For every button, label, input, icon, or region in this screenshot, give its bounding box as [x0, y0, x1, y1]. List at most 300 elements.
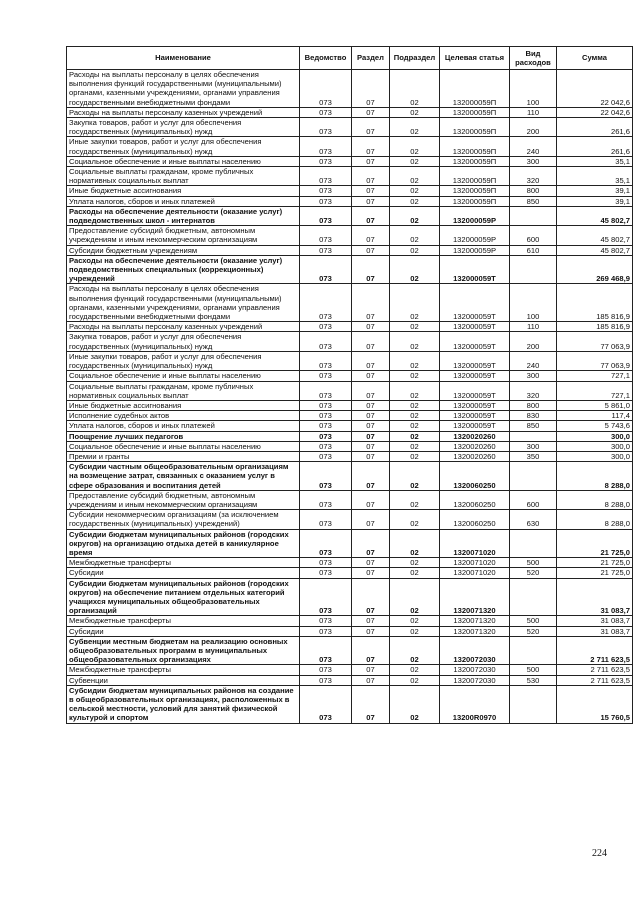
cell-section: 07	[352, 400, 390, 410]
cell-target: 132000059Т	[440, 322, 510, 332]
table-row	[67, 411, 633, 421]
cell-subsection: 02	[390, 462, 440, 491]
cell-section: 07	[352, 322, 390, 332]
cell-target: 132000059Т	[440, 421, 510, 431]
table-row	[67, 665, 633, 675]
table-row	[67, 578, 633, 616]
cell-target: 1320020260	[440, 451, 510, 461]
table-row	[67, 332, 633, 351]
cell-subsection: 02	[390, 206, 440, 225]
table-row	[67, 400, 633, 410]
cell-type: 530	[510, 675, 557, 685]
cell-name: Субсидии бюджетам муниципальных районов на создание в общеобразовательных организациях, расположенных в сельской местности, условий для занятий физической культурой и спортом	[67, 685, 300, 723]
table-row	[67, 685, 633, 723]
cell-type: 630	[510, 510, 557, 529]
cell-target: 1320060250	[440, 462, 510, 491]
cell-dept: 073	[300, 107, 352, 117]
page-number: 224	[592, 848, 607, 859]
cell-dept: 073	[300, 206, 352, 225]
cell-name: Расходы на обеспечение деятельности (оказание услуг) подведомственных специальных (коррекционных) учреждений	[67, 255, 300, 284]
cell-dept: 073	[300, 284, 352, 322]
cell-sum: 727,1	[557, 371, 633, 381]
table-body	[67, 70, 633, 724]
cell-target: 1320071320	[440, 578, 510, 616]
cell-target: 132000059Т	[440, 284, 510, 322]
cell-target: 1320071020	[440, 558, 510, 568]
cell-type: 830	[510, 411, 557, 421]
cell-type	[510, 529, 557, 558]
cell-dept: 073	[300, 510, 352, 529]
cell-section: 07	[352, 351, 390, 370]
cell-subsection: 02	[390, 371, 440, 381]
table-row	[67, 70, 633, 108]
cell-sum: 2 711 623,5	[557, 675, 633, 685]
cell-dept: 073	[300, 137, 352, 156]
table-row	[67, 616, 633, 626]
cell-type: 320	[510, 381, 557, 400]
cell-name: Уплата налогов, сборов и иных платежей	[67, 196, 300, 206]
cell-sum: 39,1	[557, 196, 633, 206]
cell-type	[510, 431, 557, 441]
cell-target: 1320060250	[440, 510, 510, 529]
cell-target: 132000059П	[440, 167, 510, 186]
cell-name: Иные закупки товаров, работ и услуг для обеспечения государственных (муниципальных) нужд	[67, 351, 300, 370]
table-row	[67, 137, 633, 156]
cell-section: 07	[352, 558, 390, 568]
cell-type: 300	[510, 371, 557, 381]
cell-sum: 35,1	[557, 167, 633, 186]
cell-name: Премии и гранты	[67, 451, 300, 461]
cell-type: 300	[510, 441, 557, 451]
cell-subsection: 02	[390, 186, 440, 196]
cell-type: 200	[510, 118, 557, 137]
cell-name: Расходы на обеспечение деятельности (оказание услуг) подведомственных школ - интернатов	[67, 206, 300, 225]
cell-name: Субсидии частным общеобразовательным организациям на возмещение затрат, связанных с оказанием услуг в сфере образования и воспитания детей	[67, 462, 300, 491]
cell-dept: 073	[300, 462, 352, 491]
cell-type: 500	[510, 558, 557, 568]
cell-name: Закупка товаров, работ и услуг для обеспечения государственных (муниципальных) нужд	[67, 332, 300, 351]
cell-section: 07	[352, 332, 390, 351]
cell-sum: 45 802,7	[557, 226, 633, 245]
cell-dept: 073	[300, 156, 352, 166]
cell-name: Субвенции местным бюджетам на реализацию основных общеобразовательных программ в муниципальных общеобразовательных организациях	[67, 636, 300, 665]
cell-sum: 31 083,7	[557, 626, 633, 636]
cell-section: 07	[352, 626, 390, 636]
cell-target: 132000059П	[440, 70, 510, 108]
cell-subsection: 02	[390, 558, 440, 568]
cell-target: 1320071020	[440, 529, 510, 558]
cell-type: 110	[510, 322, 557, 332]
cell-name: Расходы на выплаты персоналу в целях обеспечения выполнения функций государственными (муниципальными) органами, казенными учреждениями, органами управления государственными внебюджетными фондами	[67, 284, 300, 322]
cell-type: 600	[510, 490, 557, 509]
cell-section: 07	[352, 685, 390, 723]
table-header-row	[67, 47, 633, 70]
cell-sum: 45 802,7	[557, 245, 633, 255]
cell-section: 07	[352, 510, 390, 529]
cell-target: 132000059Р	[440, 206, 510, 225]
cell-name: Субвенции	[67, 675, 300, 685]
cell-sum: 2 711 623,5	[557, 665, 633, 675]
cell-type: 520	[510, 568, 557, 578]
cell-subsection: 02	[390, 636, 440, 665]
cell-sum: 5 743,6	[557, 421, 633, 431]
table-row	[67, 196, 633, 206]
cell-sum: 21 725,0	[557, 558, 633, 568]
cell-section: 07	[352, 578, 390, 616]
table-row	[67, 322, 633, 332]
cell-dept: 073	[300, 490, 352, 509]
cell-sum: 77 063,9	[557, 351, 633, 370]
cell-name: Закупка товаров, работ и услуг для обеспечения государственных (муниципальных) нужд	[67, 118, 300, 137]
cell-sum: 5 861,0	[557, 400, 633, 410]
cell-target: 132000059П	[440, 118, 510, 137]
cell-name: Межбюджетные трансферты	[67, 558, 300, 568]
cell-dept: 073	[300, 351, 352, 370]
cell-type	[510, 206, 557, 225]
cell-subsection: 02	[390, 665, 440, 675]
cell-sum: 21 725,0	[557, 529, 633, 558]
cell-section: 07	[352, 107, 390, 117]
table-row	[67, 381, 633, 400]
cell-type: 500	[510, 665, 557, 675]
cell-type: 100	[510, 284, 557, 322]
cell-sum: 21 725,0	[557, 568, 633, 578]
cell-dept: 073	[300, 167, 352, 186]
cell-target: 1320071320	[440, 626, 510, 636]
cell-sum: 39,1	[557, 186, 633, 196]
cell-subsection: 02	[390, 490, 440, 509]
cell-name: Предоставление субсидий бюджетным, автономным учреждениям и иным некоммерческим организациям	[67, 490, 300, 509]
cell-target: 1320071320	[440, 616, 510, 626]
cell-dept: 073	[300, 400, 352, 410]
cell-section: 07	[352, 186, 390, 196]
cell-section: 07	[352, 137, 390, 156]
cell-target: 132000059Т	[440, 371, 510, 381]
table-row	[67, 462, 633, 491]
cell-subsection: 02	[390, 118, 440, 137]
cell-sum: 77 063,9	[557, 332, 633, 351]
cell-dept: 073	[300, 675, 352, 685]
cell-name: Уплата налогов, сборов и иных платежей	[67, 421, 300, 431]
table-row	[67, 371, 633, 381]
table-row	[67, 284, 633, 322]
cell-subsection: 02	[390, 431, 440, 441]
cell-subsection: 02	[390, 226, 440, 245]
cell-section: 07	[352, 255, 390, 284]
cell-name: Поощрение лучших педагогов	[67, 431, 300, 441]
cell-target: 1320020260	[440, 431, 510, 441]
cell-subsection: 02	[390, 616, 440, 626]
cell-sum: 22 042,6	[557, 107, 633, 117]
cell-subsection: 02	[390, 685, 440, 723]
cell-name: Иные бюджетные ассигнования	[67, 400, 300, 410]
table-row	[67, 186, 633, 196]
cell-target: 132000059Т	[440, 400, 510, 410]
cell-section: 07	[352, 371, 390, 381]
budget-table	[66, 46, 633, 724]
cell-type	[510, 462, 557, 491]
cell-section: 07	[352, 167, 390, 186]
cell-dept: 073	[300, 255, 352, 284]
cell-sum: 35,1	[557, 156, 633, 166]
cell-target: 1320072030	[440, 675, 510, 685]
cell-subsection: 02	[390, 675, 440, 685]
table-row	[67, 226, 633, 245]
cell-section: 07	[352, 441, 390, 451]
header-subsection: Подраздел	[390, 47, 440, 70]
cell-target: 132000059Т	[440, 351, 510, 370]
table-row	[67, 107, 633, 117]
cell-target: 132000059П	[440, 156, 510, 166]
cell-section: 07	[352, 411, 390, 421]
cell-subsection: 02	[390, 529, 440, 558]
cell-name: Расходы на выплаты персоналу в целях обеспечения выполнения функций государственными (муниципальными) органами, казенными учреждениями, органами управления государственными внебюджетными фондами	[67, 70, 300, 108]
cell-subsection: 02	[390, 421, 440, 431]
cell-type: 850	[510, 421, 557, 431]
cell-target: 13200R0970	[440, 685, 510, 723]
cell-sum: 300,0	[557, 431, 633, 441]
cell-target: 132000059Т	[440, 255, 510, 284]
cell-section: 07	[352, 245, 390, 255]
cell-type: 520	[510, 626, 557, 636]
cell-target: 1320072030	[440, 665, 510, 675]
cell-target: 1320071020	[440, 568, 510, 578]
header-section: Раздел	[352, 47, 390, 70]
cell-sum: 15 760,5	[557, 685, 633, 723]
cell-sum: 2 711 623,5	[557, 636, 633, 665]
cell-name: Расходы на выплаты персоналу казенных учреждений	[67, 107, 300, 117]
cell-name: Субсидии бюджетам муниципальных районов (городских округов) на организацию отдыха детей в каникулярное время	[67, 529, 300, 558]
cell-section: 07	[352, 490, 390, 509]
cell-name: Расходы на выплаты персоналу казенных учреждений	[67, 322, 300, 332]
cell-sum: 8 288,0	[557, 490, 633, 509]
cell-dept: 073	[300, 322, 352, 332]
cell-sum: 261,6	[557, 118, 633, 137]
cell-type: 800	[510, 400, 557, 410]
cell-section: 07	[352, 675, 390, 685]
cell-type	[510, 636, 557, 665]
cell-section: 07	[352, 421, 390, 431]
table-row	[67, 558, 633, 568]
cell-sum: 300,0	[557, 441, 633, 451]
cell-dept: 073	[300, 371, 352, 381]
cell-subsection: 02	[390, 626, 440, 636]
cell-type: 240	[510, 137, 557, 156]
cell-subsection: 02	[390, 578, 440, 616]
table-row	[67, 351, 633, 370]
cell-name: Субсидии	[67, 568, 300, 578]
cell-dept: 073	[300, 70, 352, 108]
cell-type: 100	[510, 70, 557, 108]
cell-dept: 073	[300, 441, 352, 451]
cell-subsection: 02	[390, 510, 440, 529]
cell-type	[510, 578, 557, 616]
cell-type: 200	[510, 332, 557, 351]
cell-target: 1320072030	[440, 636, 510, 665]
cell-subsection: 02	[390, 400, 440, 410]
cell-type: 350	[510, 451, 557, 461]
table-row	[67, 626, 633, 636]
table-row	[67, 675, 633, 685]
cell-target: 1320020260	[440, 441, 510, 451]
table-row	[67, 206, 633, 225]
cell-dept: 073	[300, 245, 352, 255]
cell-subsection: 02	[390, 441, 440, 451]
cell-dept: 073	[300, 616, 352, 626]
cell-subsection: 02	[390, 411, 440, 421]
cell-name: Исполнение судебных актов	[67, 411, 300, 421]
cell-subsection: 02	[390, 351, 440, 370]
cell-subsection: 02	[390, 107, 440, 117]
table-row	[67, 510, 633, 529]
cell-subsection: 02	[390, 568, 440, 578]
header-dept: Ведомство	[300, 47, 352, 70]
cell-type: 300	[510, 156, 557, 166]
cell-name: Предоставление субсидий бюджетным, автономным учреждениям и иным некоммерческим организациям	[67, 226, 300, 245]
cell-target: 132000059Р	[440, 245, 510, 255]
cell-name: Социальное обеспечение и иные выплаты населению	[67, 156, 300, 166]
cell-dept: 073	[300, 332, 352, 351]
cell-dept: 073	[300, 226, 352, 245]
cell-name: Межбюджетные трансферты	[67, 616, 300, 626]
table-row	[67, 421, 633, 431]
cell-dept: 073	[300, 411, 352, 421]
cell-section: 07	[352, 70, 390, 108]
cell-subsection: 02	[390, 332, 440, 351]
cell-target: 132000059П	[440, 137, 510, 156]
cell-target: 132000059Т	[440, 381, 510, 400]
cell-section: 07	[352, 462, 390, 491]
cell-name: Социальное обеспечение и иные выплаты населению	[67, 371, 300, 381]
header-name: Наименование	[67, 47, 300, 70]
table-row	[67, 568, 633, 578]
cell-type	[510, 255, 557, 284]
table-row	[67, 490, 633, 509]
cell-section: 07	[352, 568, 390, 578]
cell-section: 07	[352, 636, 390, 665]
cell-type: 500	[510, 616, 557, 626]
cell-section: 07	[352, 226, 390, 245]
table-row	[67, 156, 633, 166]
cell-dept: 073	[300, 451, 352, 461]
table-row	[67, 451, 633, 461]
table-row	[67, 441, 633, 451]
cell-target: 132000059П	[440, 107, 510, 117]
cell-target: 132000059Р	[440, 226, 510, 245]
cell-dept: 073	[300, 558, 352, 568]
cell-subsection: 02	[390, 284, 440, 322]
cell-section: 07	[352, 431, 390, 441]
cell-name: Субсидии некоммерческим организациям (за исключением государственных (муниципальных) учреждений)	[67, 510, 300, 529]
cell-type: 110	[510, 107, 557, 117]
cell-type	[510, 685, 557, 723]
cell-section: 07	[352, 665, 390, 675]
cell-dept: 073	[300, 665, 352, 675]
header-target: Целевая статья	[440, 47, 510, 70]
cell-section: 07	[352, 118, 390, 137]
cell-sum: 22 042,6	[557, 70, 633, 108]
cell-sum: 31 083,7	[557, 578, 633, 616]
cell-sum: 727,1	[557, 381, 633, 400]
cell-name: Иные закупки товаров, работ и услуг для обеспечения государственных (муниципальных) нужд	[67, 137, 300, 156]
table-row	[67, 167, 633, 186]
cell-dept: 073	[300, 431, 352, 441]
header-sum: Сумма	[557, 47, 633, 70]
cell-type: 600	[510, 226, 557, 245]
cell-sum: 261,6	[557, 137, 633, 156]
cell-name: Субсидии бюджетам муниципальных районов (городских округов) на обеспечение питанием отдельных категорий учащихся муниципальных общеобразовательных организаций	[67, 578, 300, 616]
cell-target: 1320060250	[440, 490, 510, 509]
cell-type: 240	[510, 351, 557, 370]
cell-subsection: 02	[390, 381, 440, 400]
cell-dept: 073	[300, 118, 352, 137]
cell-subsection: 02	[390, 451, 440, 461]
cell-name: Межбюджетные трансферты	[67, 665, 300, 675]
cell-name: Социальные выплаты гражданам, кроме публичных нормативных социальных выплат	[67, 381, 300, 400]
cell-type: 800	[510, 186, 557, 196]
cell-name: Субсидии	[67, 626, 300, 636]
cell-target: 132000059П	[440, 186, 510, 196]
cell-sum: 8 288,0	[557, 510, 633, 529]
cell-section: 07	[352, 284, 390, 322]
cell-dept: 073	[300, 186, 352, 196]
cell-subsection: 02	[390, 156, 440, 166]
cell-sum: 8 288,0	[557, 462, 633, 491]
cell-sum: 300,0	[557, 451, 633, 461]
cell-sum: 185 816,9	[557, 322, 633, 332]
table-row	[67, 529, 633, 558]
cell-section: 07	[352, 196, 390, 206]
table-row	[67, 255, 633, 284]
cell-dept: 073	[300, 578, 352, 616]
cell-dept: 073	[300, 626, 352, 636]
cell-subsection: 02	[390, 245, 440, 255]
cell-target: 132000059П	[440, 196, 510, 206]
cell-section: 07	[352, 529, 390, 558]
cell-target: 132000059Т	[440, 332, 510, 351]
cell-sum: 45 802,7	[557, 206, 633, 225]
cell-section: 07	[352, 156, 390, 166]
cell-section: 07	[352, 451, 390, 461]
cell-target: 132000059Т	[440, 411, 510, 421]
cell-sum: 117,4	[557, 411, 633, 421]
cell-sum: 269 468,9	[557, 255, 633, 284]
cell-dept: 073	[300, 529, 352, 558]
cell-dept: 073	[300, 568, 352, 578]
cell-subsection: 02	[390, 255, 440, 284]
cell-type: 610	[510, 245, 557, 255]
table-row	[67, 245, 633, 255]
cell-section: 07	[352, 616, 390, 626]
table-row	[67, 636, 633, 665]
cell-dept: 073	[300, 421, 352, 431]
cell-type: 850	[510, 196, 557, 206]
cell-section: 07	[352, 381, 390, 400]
cell-subsection: 02	[390, 70, 440, 108]
cell-dept: 073	[300, 685, 352, 723]
cell-subsection: 02	[390, 196, 440, 206]
cell-dept: 073	[300, 381, 352, 400]
table-row	[67, 118, 633, 137]
cell-sum: 185 816,9	[557, 284, 633, 322]
header-type: Вид расходов	[510, 47, 557, 70]
cell-name: Социальные выплаты гражданам, кроме публичных нормативных социальных выплат	[67, 167, 300, 186]
cell-subsection: 02	[390, 137, 440, 156]
cell-name: Субсидии бюджетным учреждениям	[67, 245, 300, 255]
cell-subsection: 02	[390, 322, 440, 332]
cell-name: Иные бюджетные ассигнования	[67, 186, 300, 196]
cell-dept: 073	[300, 196, 352, 206]
